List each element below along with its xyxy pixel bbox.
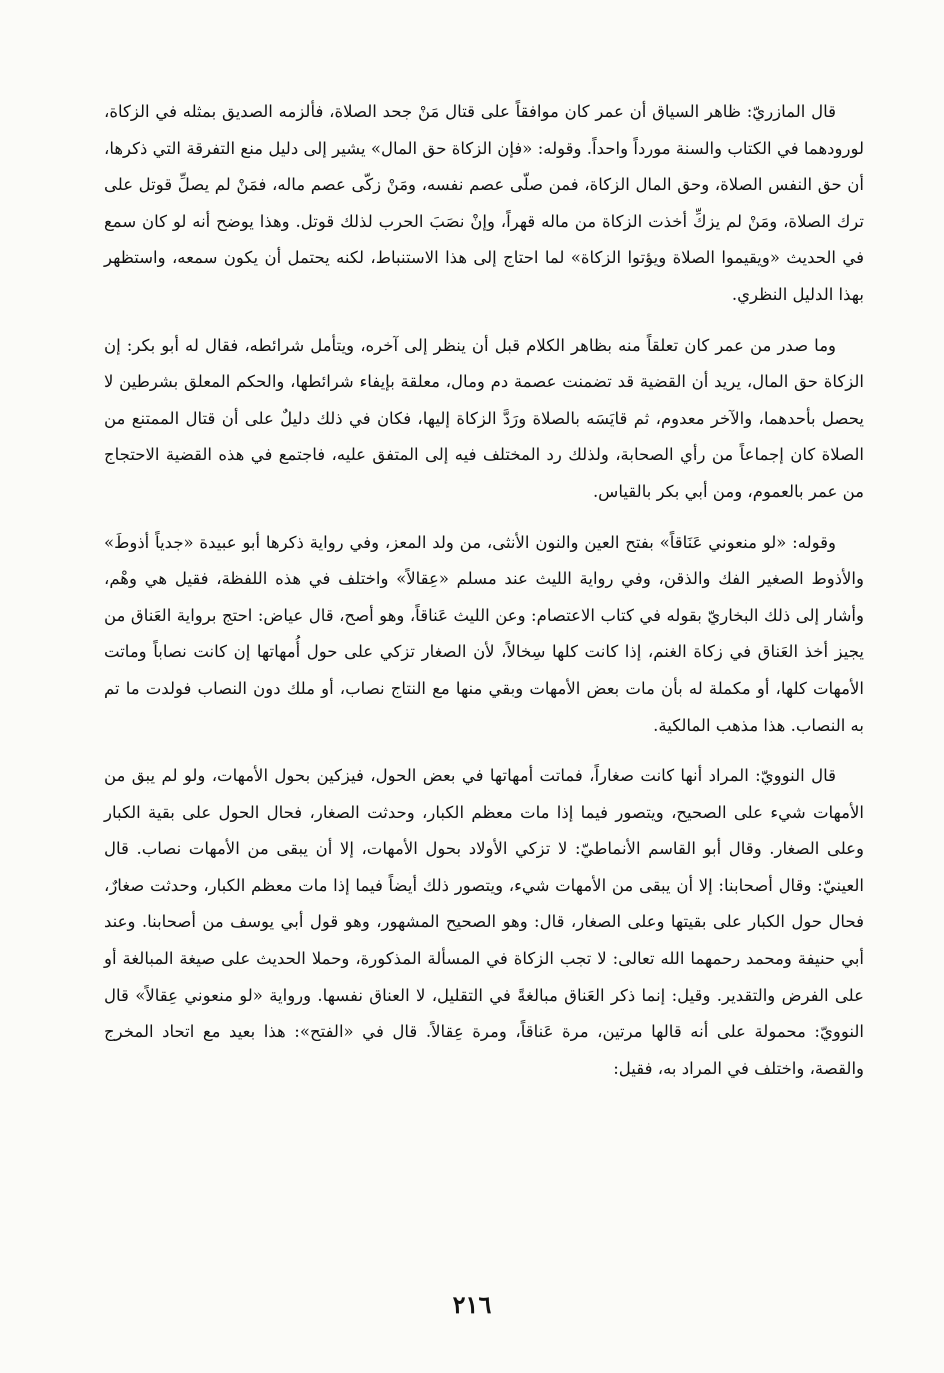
paragraph-2: وما صدر من عمر كان تعلقاً منه بظاهر الكلام قبل أن ينظر إلى آخره، ويتأمل شرائطه، فقال له أبو بكر: إن الزكاة حق المال، يريد أن القضية قد تضمنت عصمة دم ومال، معلقة بإيفاء شرائطها، والحكم المعلق بشرطين لا يحصل بأحدهما، والآخر معدوم، ثم قايَسَه بالصلاة ورَدَّ الزكاة إليها، فكان في ذلك دليلٌ على أن قتال الممتنع من الصلاة كان إجماعاً من رأي الصحابة، ولذلك رد المختلف فيه إلى المتفق عليه، فاجتمع في هذه القضية الاحتجاج من عمر بالعموم، ومن أبي بكر بالقياس.: [104, 335, 864, 501]
paragraph-4: قال النوويّ: المراد أنها كانت صغاراً، فماتت أمهاتها في بعض الحول، فيزكين بحول الأمهات، ولو لم يبق من الأمهات شيء على الصحيح، ويتصور فيما إذا مات معظم الكبار، وحدثت الصغار، فحال الحول على بقية الكبار وعلى الصغار. وقال أبو القاسم الأنماطيّ: لا تزكي الأولاد بحول الأمهات، إلا أن يبقى من الأمهات نصاب. قال العينيّ: وقال أصحابنا: إلا أن يبقى من الأمهات شيء، ويتصور ذلك أيضاً فيما إذا مات معظم الكبار، وحدثت صغارٌ، فحال حول الكبار على بقيتها وعلى الصغار، قال: وهو الصحيح المشهور، وهو قول أبي يوسف من أصحابنا. وعند أبي حنيفة ومحمد رحمهما الله تعالى: لا تجب الزكاة في المسألة المذكورة، وحملا الحديث على صيغة المبالغة أو على الفرض والتقدير. وقيل: إنما ذكر العَناق مبالغةً في التقليل، لا العناق نفسها. ورواية «لو منعوني عِقالاً» قال النوويّ: محمولة على أنه قالها مرتين، مرة عَناقاً، ومرة عِقالاً. قال في «الفتح»: هذا بعيد مع اتحاد المخرج والقصة، واختلف في المراد به، فقيل:: [104, 766, 864, 1078]
paragraph-3: وقوله: «لو منعوني عَنَاقاً» بفتح العين والنون الأنثى، من ولد المعز، وفي رواية ذكرها أبو عبيدة «جدياً أذوطَ» والأذوط الصغير الفك والذقن، وفي رواية الليث عند مسلم «عِقالاً» واختلف في هذه اللفظة، فقيل هي وهْم، وأشار إلى ذلك البخاريّ بقوله في كتاب الاعتصام: وعن الليث عَناقاً، وهو أصح، قال عياض: احتج برواية العَناق من يجيز أخذ العَناق في زكاة الغنم، إذا كانت كلها سِخالاً، لأن الصغار تزكي على حول أُمهاتها إن كانت نصاباً وماتت الأمهات كلها، أو مكملة له بأن مات بعض الأمهات وبقي منها مع النتاج نصاب، أو ملك دون النصاب فولدت ما تم به النصاب. هذا مذهب المالكية.: [104, 532, 864, 735]
body-text: [104, 94, 864, 1087]
paragraph-1: قال المازريّ: ظاهر السياق أن عمر كان موافقاً على قتال مَنْ جحد الصلاة، فألزمه الصديق بمثله في الزكاة، لورودهما في الكتاب والسنة مورداً واحداً. وقوله: «فإن الزكاة حق المال» يشير إلى دليل منع التفرقة التي ذكرها، أن حق النفس الصلاة، وحق المال الزكاة، فمن صلّى عصم نفسه، ومَنْ زكّى عصم ماله، فمَنْ لم يصلِّ قوتل على ترك الصلاة، ومَنْ لم يزكِّ أخذت الزكاة من ماله قهراً، وإنْ نصَبَ الحرب لذلك قوتل. وهذا يوضح أنه لو كان سمع في الحديث «ويقيموا الصلاة ويؤتوا الزكاة» لما احتاج إلى هذا الاستنباط، لكنه يحتمل أن يكون سمعه، واستظهر بهذا الدليل النظري.: [104, 102, 864, 304]
page-number: ٢١٦: [452, 1290, 492, 1319]
